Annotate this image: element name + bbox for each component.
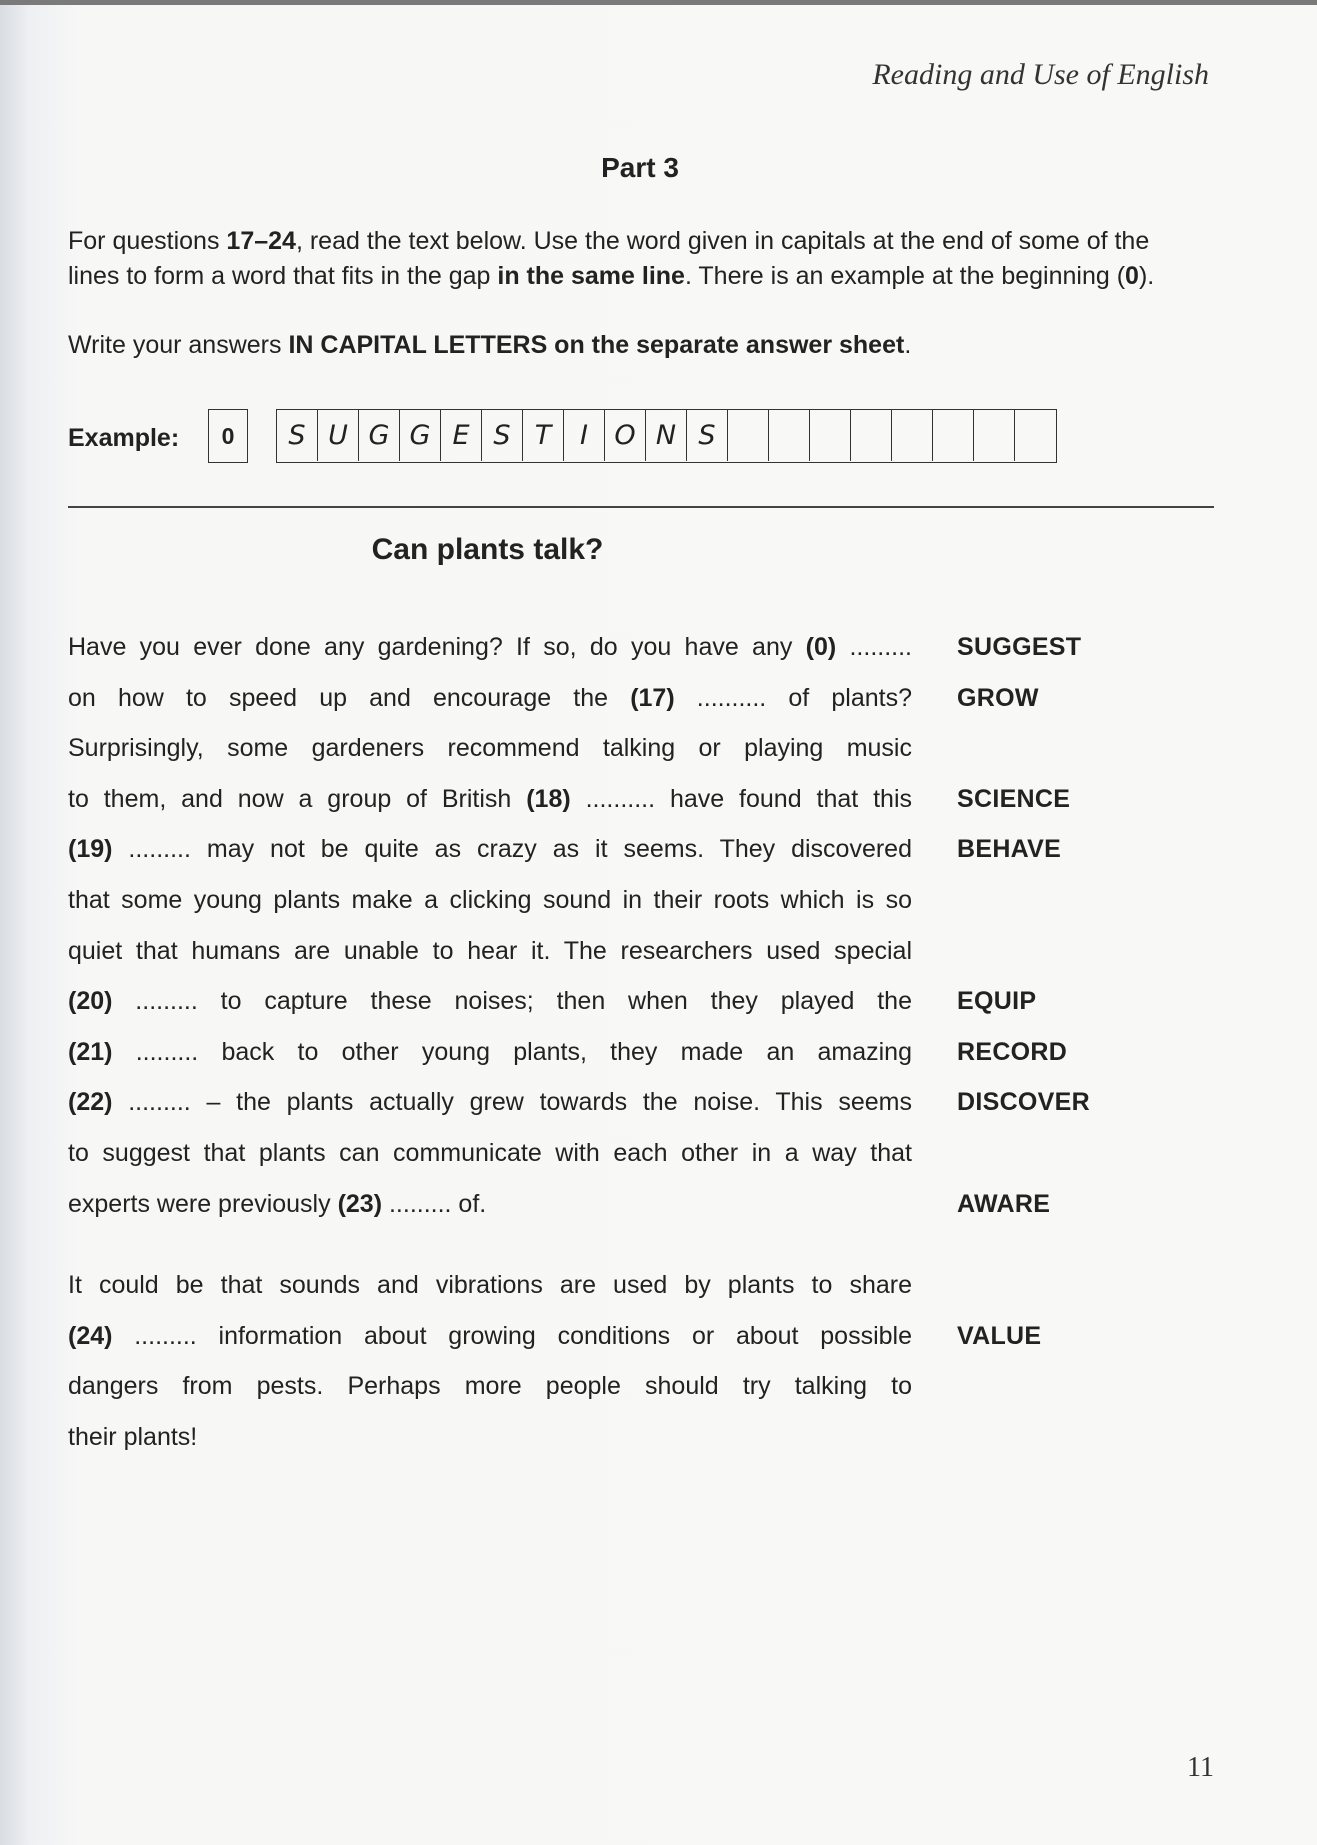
instructions-line-2 — [68, 259, 1218, 294]
text-line — [68, 882, 912, 918]
example-number-box: 0 — [208, 409, 248, 463]
example-letter-box: G — [400, 410, 441, 461]
line-text: ......... – the plants actually grew towards the noise. This seems — [112, 1088, 912, 1117]
instr-text: For questions — [68, 227, 227, 255]
line-text: ......... of. — [382, 1189, 487, 1218]
line-text: Have you ever done any gardening? If so, do you have any — [68, 633, 806, 661]
question-number: (23) — [337, 1189, 383, 1218]
question-number: (0) — [805, 633, 837, 661]
line-text: .......... have found that this — [570, 784, 912, 813]
question-number: (19) — [68, 835, 113, 864]
example-letter-box — [1015, 410, 1056, 461]
keyword: SUGGEST — [957, 633, 1082, 661]
text-line — [68, 1368, 912, 1404]
instructions-line-1 — [68, 224, 1218, 259]
line-text: It could be that sounds and vibrations are used by plants to share — [68, 1271, 912, 1299]
line-text: experts were previously — [68, 1189, 338, 1218]
line-text: ......... may not be quite as crazy as it seems. They discovered — [112, 835, 912, 864]
part-title: Part 3 — [601, 152, 679, 183]
example-label: Example: — [68, 424, 180, 452]
text-line — [68, 730, 912, 766]
line-text: their plants! — [68, 1422, 198, 1451]
keyword: AWARE — [957, 1189, 1051, 1218]
page-number: 11 — [1187, 1752, 1214, 1783]
text-line — [68, 1084, 912, 1120]
example-letter-box — [892, 410, 933, 461]
question-number: (21) — [68, 1037, 113, 1066]
text-line — [68, 1267, 912, 1303]
top-edge — [0, 0, 1317, 5]
instr-text: lines to form a word that fits in the gap — [68, 262, 498, 290]
line-text: to suggest that plants can communicate with each other in a way that — [68, 1139, 912, 1167]
text-line — [68, 1419, 912, 1455]
divider — [68, 506, 1214, 508]
example-letter-box: O — [605, 410, 646, 461]
line-text: ......... to capture these noises; then when they played the — [112, 987, 912, 1016]
instr-text: ). — [1138, 262, 1155, 290]
text-line — [68, 781, 912, 817]
line-text: ......... back to other young plants, they made an amazing — [112, 1037, 912, 1066]
example-letter-box: U — [318, 410, 359, 461]
example-letter-box: N — [646, 410, 687, 461]
line-text: dangers from pests. Perhaps more people should try talking to — [68, 1372, 912, 1401]
text-line — [68, 629, 912, 665]
question-number: (20) — [68, 987, 113, 1016]
keyword: VALUE — [957, 1321, 1042, 1350]
line-text: Surprisingly, some gardeners recommend talking or playing music — [68, 734, 912, 763]
instr-bold: 17–24 — [226, 227, 296, 255]
example-letter-box — [769, 410, 810, 461]
instr-bold: 0 — [1125, 262, 1139, 290]
keyword: DISCOVER — [957, 1088, 1090, 1117]
line-text: ......... — [836, 633, 913, 661]
line-text: .......... of plants? — [674, 683, 913, 712]
question-number: (22) — [68, 1088, 113, 1117]
instr-text: , read the text below. Use the word given in capitals at the end of some of the — [295, 227, 1150, 255]
text-line — [68, 1034, 912, 1070]
section-header: Reading and Use of English — [872, 58, 1209, 91]
question-number: (18) — [526, 784, 571, 813]
text-line — [68, 1186, 912, 1222]
keyword: SCIENCE — [957, 784, 1071, 813]
example-answer-boxes — [276, 409, 1057, 463]
keyword: EQUIP — [957, 987, 1037, 1016]
instr-text: . There is an example at the beginning ( — [684, 262, 1126, 290]
example-letter-box: S — [277, 410, 318, 461]
text-line — [68, 983, 912, 1019]
text-line — [68, 680, 912, 716]
instr-bold: in the same line — [497, 262, 685, 290]
example-letter-box — [728, 410, 769, 461]
keyword: GROW — [957, 683, 1039, 712]
example-letter-box: S — [482, 410, 523, 461]
question-number: (17) — [630, 683, 675, 712]
text-line — [68, 1135, 912, 1171]
keyword: BEHAVE — [957, 835, 1062, 864]
text-line — [68, 831, 912, 867]
instr-bold: IN CAPITAL LETTERS on the separate answer sheet — [288, 331, 905, 359]
line-text: quiet that humans are unable to hear it. The researchers used special — [68, 936, 912, 965]
text-line — [68, 1318, 912, 1354]
line-text: on how to speed up and encourage the — [68, 683, 631, 712]
example-letter-box: G — [359, 410, 400, 461]
line-text: to them, and now a group of British — [68, 784, 527, 813]
example-letter-box — [851, 410, 892, 461]
example-letter-box — [810, 410, 851, 461]
instr-text: . — [904, 331, 912, 359]
text-line — [68, 933, 912, 969]
instr-text: Write your answers — [68, 331, 289, 359]
example-letter-box — [974, 410, 1015, 461]
line-text: ......... information about growing conditions or about possible — [112, 1321, 912, 1350]
question-number: (24) — [68, 1321, 113, 1350]
keyword: RECORD — [957, 1037, 1068, 1066]
example-letter-box: S — [687, 410, 728, 461]
example-letter-box: T — [523, 410, 564, 461]
example-letter-box — [933, 410, 974, 461]
example-letter-box: E — [441, 410, 482, 461]
example-letter-box: I — [564, 410, 605, 461]
text-title: Can plants talk? — [371, 533, 604, 566]
line-text: that some young plants make a clicking sound in their roots which is so — [68, 886, 912, 914]
instructions-line-3 — [68, 328, 1218, 363]
